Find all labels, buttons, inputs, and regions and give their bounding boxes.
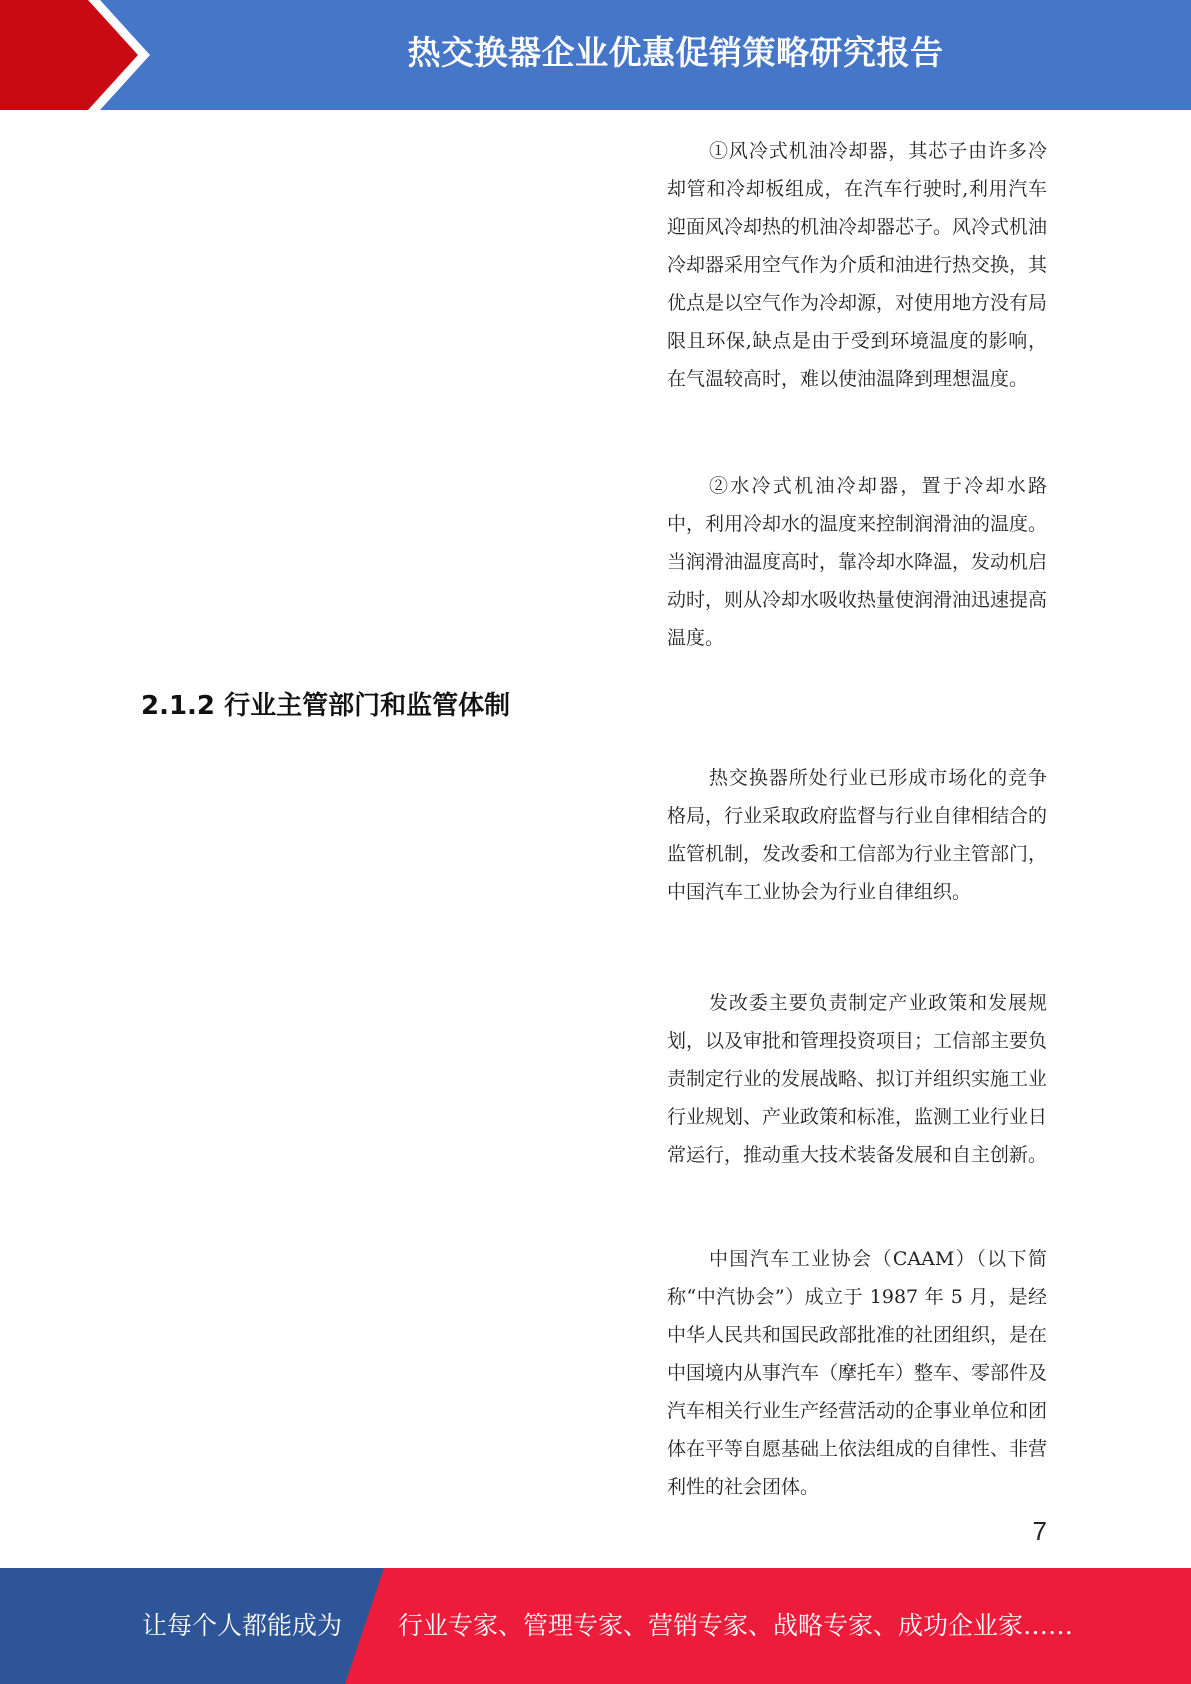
- page-footer: [0, 1568, 1191, 1684]
- paragraph-caam-introduction: 中国汽车工业协会（CAAM）（以下简称“中汽协会”）成立于 1987 年 5 月，是经中华人民共和国民政部批准的社团组织，是在中国境内从事汽车（摩托车）整车、零部件及汽车相关行业生产经营活动的企事业单位和团体在平等自愿基础上依法组成的自律性、非营利性的社会团体。: [667, 1248, 1048, 1498]
- page-header: [0, 0, 1191, 110]
- footer-slogan-left: 让每个人都能成为: [142, 1611, 343, 1640]
- footer-slogan-right: 行业专家、管理专家、营销专家、战略专家、成功企业家……: [398, 1611, 1074, 1640]
- document-title: 热交换器企业优惠促销策略研究报告: [407, 33, 944, 72]
- paragraph-air-cooled-oil-cooler: ①风冷式机油冷却器，其芯子由许多冷却管和冷却板组成，在汽车行驶时,利用汽车迎面风冷却热的机油冷却器芯子。风冷式机油冷却器采用空气作为介质和油进行热交换，其优点是以空气作为冷却源，对使用地方没有局限且环保,缺点是由于受到环境温度的影响，在气温较高时，难以使油温降到理想温度。: [667, 140, 1048, 390]
- section-heading: 2.1.2 行业主管部门和监管体制: [141, 691, 511, 721]
- paragraph-market-competition: 热交换器所处行业已形成市场化的竞争格局，行业采取政府监督与行业自律相结合的监管机制，发改委和工信部为行业主管部门，中国汽车工业协会为行业自律组织。: [667, 767, 1048, 903]
- page-number: 7: [1032, 1516, 1047, 1546]
- paragraph-water-cooled-oil-cooler: ②水冷式机油冷却器，置于冷却水路中，利用冷却水的温度来控制润滑油的温度。当润滑油温度高时，靠冷却水降温，发动机启动时，则从冷却水吸收热量使润滑油迅速提高温度。: [667, 475, 1048, 649]
- paragraph-ndrc-miit-duties: 发改委主要负责制定产业政策和发展规划，以及审批和管理投资项目；工信部主要负责制定行业的发展战略、拟订并组织实施工业行业规划、产业政策和标准，监测工业行业日常运行，推动重大技术装备发展和自主创新。: [667, 992, 1048, 1166]
